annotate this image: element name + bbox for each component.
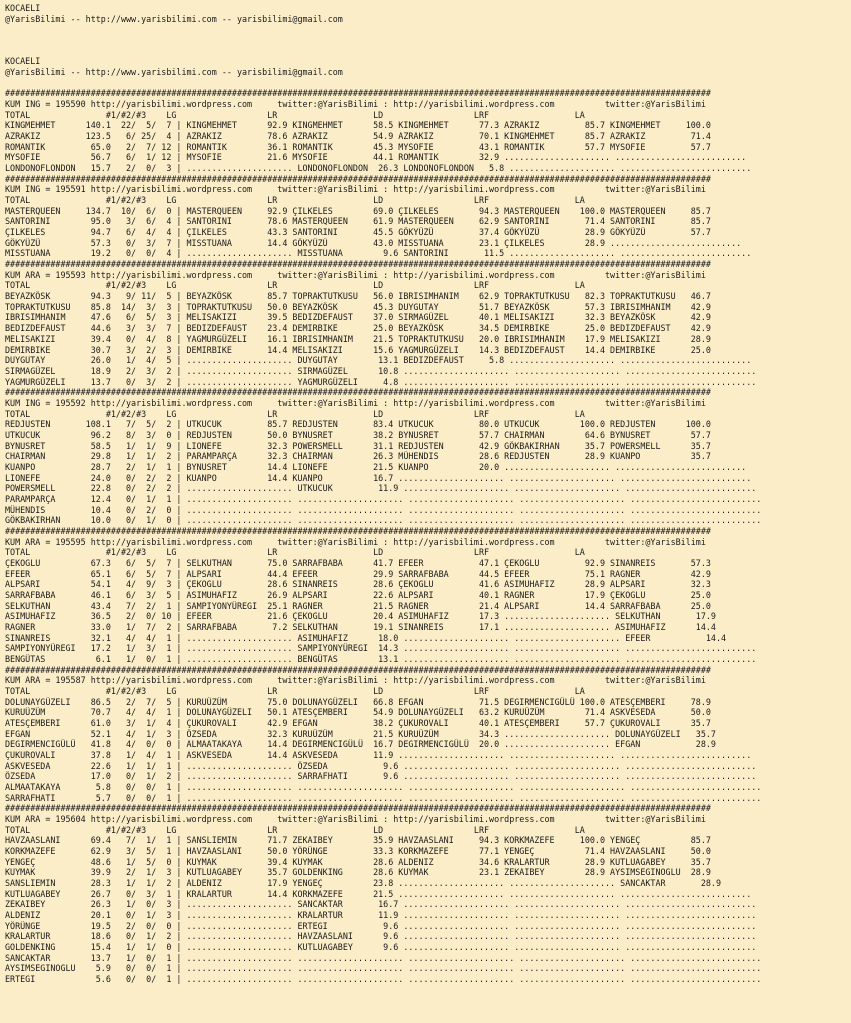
report-line: TOTAL #1/#2/#3 LG LR LD LRF LA [5,109,585,120]
report-line: TOTAL #1/#2/#3 LG LR LD LRF LA [5,408,585,419]
report-line [5,35,851,46]
report-line: POWERSMELL 22.8 0/ 2/ 2 | ..................... UTKUCUK 11.9 ..................... ..................... .......................... [5,483,757,494]
report-line: ÇUKUROVALI 37.8 1/ 4/ 1 | ASKVESEDA 14.4 ASKVESEDA 11.9 ..................... ..................... .......................... [5,750,752,761]
report-line: MISSTUANA 19.2 0/ 0/ 4 | ..................... MISSTUANA 9.6 SANTORINI 11.5 ..................... .......................... [5,248,752,259]
report-line: KURUÜZÜM 70.7 4/ 4/ 1 | DOLUNAYGÜZELI 50.1 ATESÇEMBERI 54.9 DOLUNAYGÜZELI 63.2 KURUÜZÜM 71.4 ASKVESEDA 50.0 [5,707,711,718]
report-line: BEYAZKÖSK 94.3 9/ 11/ 5 | BEYAZKÖSK 85.7 TOPRAKTUTKUSU 56.0 IBRISIMHANIM 62.9 TOPRAKTUTKUSU 82.3 TOPRAKTUTKUSU 46.7 [5,291,711,302]
report-line: TOTAL #1/#2/#3 LG LR LD LRF LA [5,686,585,696]
report-line: IBRISIMHANIM 47.6 6/ 5/ 3 | MELISAKIZI 39.5 BEDIZDEFAUST 37.0 SIRMAGÜZEL 40.1 MELISAKIZI 32.3 BEYAZKÖSK 42.9 [5,312,711,323]
report-line: SANCAKTAR 13.7 1/ 0/ 1 | ..................... ..................... ..................... ..................... .......................... [5,952,762,963]
report-line: KUM ING = 195592 http://yarisbilimi.wordpress.com twitter:@YarisBilimi : http://yarisbilimi.wordpress.com twitter:@YarisBilimi [5,397,706,408]
report-line: BENGÜTAS 6.1 1/ 0/ 1 | ..................... BENGÜTAS 13.1 ..................... ..................... .......................... [5,653,757,664]
report-line: DEGIRMENCIGÜLÜ 41.8 4/ 0/ 0 | ALMAATAKAYA 14.4 DEGIRMENCIGÜLÜ 16.7 DEGIRMENCIGÜLÜ 20.0 ..................... EFGAN 28.9 [5,739,716,750]
report-line: YENGEÇ 48.6 1/ 5/ 0 | KUYMAK 39.4 KUYMAK 28.6 ALDENIZ 34.6 KRALARTUR 28.9 KUTLUAGABEY 35.7 [5,856,711,867]
report-line: GÖKBAKIRHAN 10.0 0/ 1/ 0 | ..................... ..................... ..................... ..................... .......................... [5,515,762,526]
report-line: EFGAN 52.1 4/ 1/ 3 | ÖZSEDA 32.3 KURUÜZÜM 21.5 KURUÜZÜM 34.3 ..................... DOLUNAYGÜZELI 35.7 [5,728,716,739]
report-line: BEDIZDEFAUST 44.6 3/ 3/ 7 | BEDIZDEFAUST 23.4 DEMIRBIKE 25.0 BEYAZKÖSK 34.5 DEMIRBIKE 25.0 BEDIZDEFAUST 42.9 [5,323,711,334]
report-line: GOLDENKING 15.4 1/ 1/ 0 | ..................... KUTLUAGABEY 9.6 ..................... ..................... .......................... [5,942,757,953]
report-line: ############################################################################################################################################ [5,387,711,398]
report-line: SARRAFBABA 46.1 6/ 3/ 5 | ASIMUHAFIZ 26.9 ALPSARI 22.6 ALPSARI 40.1 RAGNER 17.9 ÇEKOGLU 25.0 [5,589,711,600]
report-line [5,78,851,89]
report-line [5,24,851,35]
report-line: MELISAKIZI 39.4 0/ 4/ 8 | YAGMURGÜZELI 16.1 IBRISIMHANIM 21.5 TOPRAKTUTKUSU 20.0 IBRISIMHANIM 17.9 MELISAKIZI 28.9 [5,333,711,344]
report-line: KOCAELI [5,56,41,67]
report-line: YAGMURGÜZELI 13.7 0/ 3/ 2 | ..................... YAGMURGÜZELI 4.8 ..................... ..................... .......................... [5,376,757,387]
report-line: KUM ING = 195590 http://yarisbilimi.wordpress.com twitter:@YarisBilimi : http://yarisbilimi.wordpress.com twitter:@YarisBilimi [5,99,706,110]
report-line: ZEKAIBEY 26.3 1/ 0/ 3 | ..................... SANCAKTAR 16.7 ..................... ..................... .......................... [5,899,757,910]
report-line: GÖKYÜZÜ 57.3 0/ 3/ 7 | MISSTUANA 14.4 GÖKYÜZÜ 43.0 MISSTUANA 23.1 ÇILKELES 28.9 .......................... [5,237,742,248]
report-line: KINGMEHMET 140.1 22/ 5/ 7 | KINGMEHMET 92.9 KINGMEHMET 58.5 KINGMEHMET 77.3 AZRAKIZ 85.7 KINGMEHMET 100.0 [5,120,711,131]
report-line: ASKVESEDA 22.6 1/ 1/ 1 | ..................... ÖZSEDA 9.6 ..................... ..................... .......................... [5,760,757,771]
report-line: DOLUNAYGÜZELI 86.5 2/ 7/ 5 | KURUÜZÜM 75.0 DOLUNAYGÜZELI 66.8 EFGAN 71.5 DEGIRMENCIGÜLÜ 100.0 ATESÇEMBERI 78.9 [5,696,711,707]
report-line: TOTAL #1/#2/#3 LG LR LD LRF LA [5,824,585,835]
report-line: AZRAKIZ 123.5 6/ 25/ 4 | AZRAKIZ 78.6 AZRAKIZ 54.9 AZRAKIZ 70.1 KINGMEHMET 85.7 AZRAKIZ 71.4 [5,131,711,142]
report-line: ALMAATAKAYA 5.8 0/ 0/ 1 | ..................... ..................... ..................... ..................... .......................... [5,782,762,793]
report-line: SINANREIS 32.1 4/ 4/ 1 | ..................... ASIMUHAFIZ 18.0 ..................... ..................... EFEER 14.4 [5,632,727,643]
report-line: @YarisBilimi -- http://www.yarisbilimi.com -- yarisbilimi@gmail.com [5,67,343,78]
report-line: KUM ARA = 195593 http://yarisbilimi.wordpress.com twitter:@YarisBilimi : http://yarisbilimi.wordpress.com twitter:@YarisBilimi [5,269,706,280]
report-line: KRALARTUR 18.6 0/ 1/ 2 | ..................... HAVZAASLANI 9.6 ..................... ..................... .......................... [5,931,757,942]
report-line: AYSIMSEGINOGLU 5.9 0/ 0/ 1 | ..................... ..................... ..................... ..................... .......................... [5,963,762,974]
report-line: SIRMAGÜZEL 18.9 2/ 3/ 2 | ..................... SIRMAGÜZEL 10.8 ..................... ..................... .......................... [5,365,757,376]
report-line: @YarisBilimi -- http://www.yarisbilimi.com -- yarisbilimi@gmail.com [5,13,343,24]
report-line: ############################################################################################################################################ [5,664,711,675]
report-line: ############################################################################################################################################ [5,88,711,99]
report-line: ÇEKOGLU 67.3 6/ 5/ 7 | SELKUTHAN 75.0 SARRAFBABA 41.7 EFEER 47.1 ÇEKOGLU 92.9 SINANREIS 57.3 [5,557,711,568]
report-line: YÖRÜNGE 19.5 2/ 0/ 0 | ..................... ERTEGI 9.6 ..................... ..................... .......................... [5,920,757,931]
report-line: DUYGUTAY 26.0 1/ 4/ 5 | ..................... DUYGUTAY 13.1 BEDIZDEFAUST 5.8 ..................... .......................... [5,355,752,366]
report-line [5,46,851,57]
report-line: PARAMPARÇA 12.4 0/ 1/ 1 | ..................... ..................... ..................... ..................... .......................... [5,493,762,504]
report-line: BYNUSRET 58.5 1/ 1/ 9 | LIONEFE 32.3 POWERSMELL 31.1 REDJUSTEN 42.9 GÖKBAKIRHAN 35.7 POWERSMELL 35.7 [5,440,711,451]
report-line: KUM ING = 195591 http://yarisbilimi.wordpress.com twitter:@YarisBilimi : http://yarisbilimi.wordpress.com twitter:@YarisBilimi [5,184,706,195]
report-line: KUM ARA = 195595 http://yarisbilimi.wordpress.com twitter:@YarisBilimi : http://yarisbilimi.wordpress.com twitter:@YarisBilimi [5,536,706,547]
report-line: SELKUTHAN 43.4 7/ 2/ 1 | SAMPIYONYÜREGI 25.1 RAGNER 21.5 RAGNER 21.4 ALPSARI 14.4 SARRAFBABA 25.0 [5,600,711,611]
report-line: KUANPO 28.7 2/ 1/ 1 | BYNUSRET 14.4 LIONEFE 21.5 KUANPO 20.0 ..................... .......................... [5,461,747,472]
report-line: CHAIRMAN 29.8 1/ 1/ 2 | PARAMPARÇA 32.3 CHAIRMAN 26.3 MÜHENDIS 28.6 REDJUSTEN 28.9 KUANPO 35.7 [5,451,711,462]
report-line: KOCAELI [5,3,41,13]
report-line: LIONEFE 24.0 0/ 2/ 2 | KUANPO 14.4 KUANPO 16.7 ..................... ..................... .......................... [5,472,752,483]
report-line: RAGNER 33.0 1/ 7/ 2 | SARRAFBABA 7.2 SELKUTHAN 19.1 SINANREIS 17.1 ..................... ASIMUHAFIZ 14.4 [5,621,716,632]
report-line: SANSLIEMIN 28.3 1/ 1/ 2 | ALDENIZ 17.9 YENGEÇ 23.8 ..................... ..................... SANCAKTAR 28.9 [5,878,721,889]
report-line: TOTAL #1/#2/#3 LG LR LD LRF LA [5,547,585,558]
report-line: ROMANTIK 65.0 2/ 7/ 12 | ROMANTIK 36.1 ROMANTIK 45.3 MYSOFIE 43.1 ROMANTIK 57.7 MYSOFIE 57.7 [5,141,711,152]
report-line: KORKMAZEFE 62.9 3/ 5/ 1 | HAVZAASLANI 50.0 YÖRÜNGE 33.3 KORKMAZEFE 77.1 YENGEÇ 71.4 HAVZAASLANI 50.0 [5,846,711,857]
report-line: DEMIRBIKE 30.7 3/ 2/ 3 | DEMIRBIKE 14.4 MELISAKIZI 15.6 YAGMURGÜZELI 14.3 BEDIZDEFAUST 14.4 DEMIRBIKE 25.0 [5,344,711,355]
report-line: ############################################################################################################################################ [5,803,711,814]
report-line: KUYMAK 39.9 2/ 1/ 3 | KUTLUAGABEY 35.7 GOLDENKING 28.6 KUYMAK 23.1 ZEKAIBEY 28.9 AYSIMSEGINOGLU 28.9 [5,867,711,878]
report-line: TOTAL #1/#2/#3 LG LR LD LRF LA [5,280,585,291]
report-line: MASTERQUEEN 134.7 10/ 6/ 0 | MASTERQUEEN 92.9 ÇILKELES 69.0 ÇILKELES 94.3 MASTERQUEEN 100.0 MASTERQUEEN 85.7 [5,205,711,216]
report-line: KUTLUAGABEY 26.7 0/ 3/ 1 | KRALARTUR 14.4 KORKMAZEFE 21.5 ..................... ..................... .......................... [5,888,752,899]
report-line: ÇILKELES 94.7 6/ 4/ 4 | ÇILKELES 43.3 SANTORINI 45.5 GÖKYÜZÜ 37.4 GÖKYÜZÜ 28.9 GÖKYÜZÜ 57.7 [5,227,711,238]
report-line: MYSOFIE 56.7 6/ 1/ 12 | MYSOFIE 21.6 MYSOFIE 44.1 ROMANTIK 32.9 ..................... .......................... [5,152,747,163]
report-line: ALDENIZ 20.1 0/ 1/ 3 | ..................... KRALARTUR 11.9 ..................... ..................... .......................... [5,910,757,921]
report-line: ############################################################################################################################################ [5,259,711,270]
report-line: EFEER 65.1 6/ 5/ 7 | ALPSARI 44.4 EFEER 29.9 SARRAFBABA 44.5 EFEER 75.1 RAGNER 42.9 [5,568,711,579]
report-line: ASIMUHAFIZ 36.5 2/ 0/ 10 | EFEER 21.6 ÇEKOGLU 20.4 ASIMUHAFIZ 17.3 ..................... SELKUTHAN 17.9 [5,611,716,622]
report-line: MÜHENDIS 10.4 0/ 2/ 0 | ..................... ..................... ..................... ..................... .......................... [5,504,762,515]
report-line: ERTEGI 5.6 0/ 0/ 1 | ..................... ..................... ..................... ..................... .......................... [5,974,762,985]
report-line: HAVZAASLANI 69.4 7/ 1/ 1 | SANSLIEMIN 71.7 ZEKAIBEY 35.9 HAVZAASLANI 94.3 KORKMAZEFE 100.0 YENGEÇ 85.7 [5,835,711,846]
report-line: ############################################################################################################################################ [5,173,711,184]
report-line: KUM ARA = 195587 http://yarisbilimi.wordpress.com twitter:@YarisBilimi : http://yarisbilimi.wordpress.com twitter:@YarisBilimi [5,675,706,686]
report-line: ALPSARI 54.1 4/ 9/ 3 | ÇEKOGLU 28.6 SINANREIS 28.6 ÇEKOGLU 41.6 ASIMUHAFIZ 28.9 ALPSARI 32.3 [5,579,711,590]
report-line: ATESÇEMBERI 61.0 3/ 1/ 4 | ÇUKUROVALI 42.9 EFGAN 38.2 ÇUKUROVALI 40.1 ATESÇEMBERI 57.7 ÇUKUROVALI 35.7 [5,718,711,729]
report-line: SAMPIYONYÜREGI 17.2 1/ 3/ 1 | ..................... SAMPIYONYÜREGI 14.3 ..................... ..................... .......................... [5,643,757,654]
report-line: TOTAL #1/#2/#3 LG LR LD LRF LA [5,195,585,206]
report-line: TOPRAKTUTKUSU 85.8 14/ 3/ 3 | TOPRAKTUTKUSU 50.0 BEYAZKÖSK 45.3 DUYGUTAY 51.7 BEYAZKÖSK 57.3 IBRISIMHANIM 42.9 [5,301,711,312]
report-line: SANTORINI 95.0 3/ 6/ 4 | SANTORINI 78.6 MASTERQUEEN 61.9 MASTERQUEEN 62.9 SANTORINI 71.4 SANTORINI 85.7 [5,216,711,227]
report-line: ############################################################################################################################################ [5,525,711,536]
report-line: UTKUCUK 96.2 8/ 3/ 0 | REDJUSTEN 50.0 BYNUSRET 38.2 BYNUSRET 57.7 CHAIRMAN 64.6 BYNUSRET 57.7 [5,429,711,440]
report-line: REDJUSTEN 108.1 7/ 5/ 2 | UTKUCUK 85.7 REDJUSTEN 83.4 UTKUCUK 80.0 UTKUCUK 100.0 REDJUSTEN 100.0 [5,419,711,430]
report-line: KUM ARA = 195604 http://yarisbilimi.wordpress.com twitter:@YarisBilimi : http://yarisbilimi.wordpress.com twitter:@YarisBilimi [5,814,706,825]
report-line: ÖZSEDA 17.0 0/ 1/ 2 | ..................... SARRAFHATI 9.6 ..................... ..................... .......................... [5,771,757,782]
report-line: LONDONOFLONDON 15.7 2/ 0/ 3 | ..................... LONDONOFLONDON 26.3 LONDONOFLONDON 5.8 ..................... .......................... [5,163,752,174]
report-line: SARRAFHATI 5.7 0/ 0/ 1 | ..................... ..................... ..................... ..................... .......................... [5,792,762,803]
